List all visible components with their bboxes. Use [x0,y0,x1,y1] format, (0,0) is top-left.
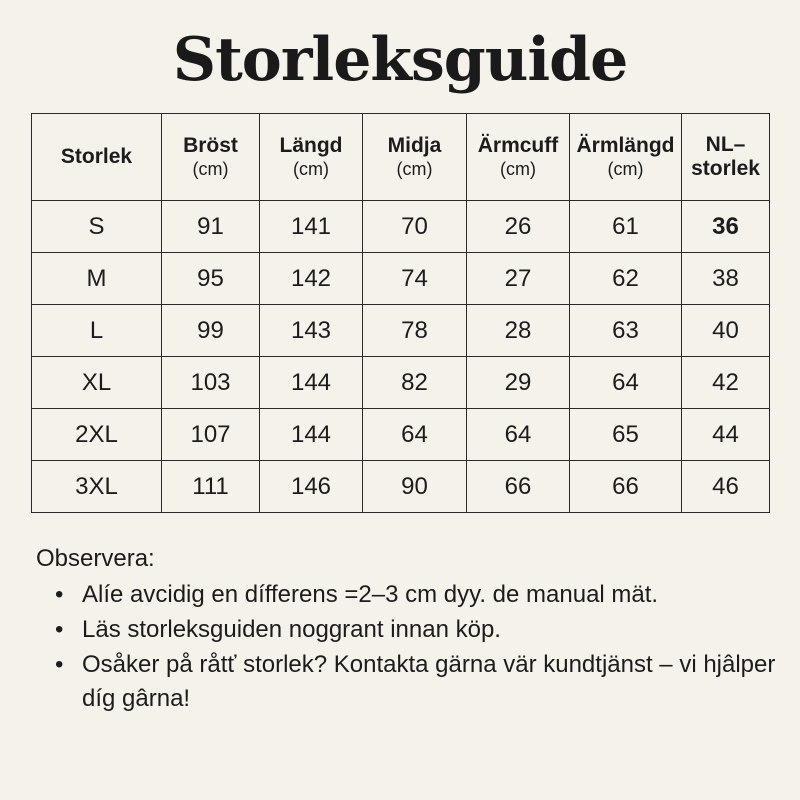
table-cell: 28 [467,305,570,357]
table-cell: 91 [162,201,260,253]
table-cell-size: XL [32,357,162,409]
header-cell-armcuff [467,114,570,201]
header-cell-storlek [32,114,162,201]
header-label: Bröst [183,134,238,157]
page-title: Storleksguide [172,25,628,95]
table-row [32,305,770,357]
note-text: Läs storleksguiden noggrant innan köp. [82,616,501,643]
table-cell: 63 [570,305,682,357]
table-cell: 29 [467,357,570,409]
bullet-icon: • [55,581,64,608]
table-cell: 62 [570,253,682,305]
header-label: storlek [691,157,760,180]
table-cell: 38 [682,253,770,305]
table-cell: 107 [162,409,260,461]
bullet-icon: • [55,651,64,678]
notes-heading: Observera: [36,545,155,572]
table-cell: 42 [682,357,770,409]
notes-section [36,542,776,717]
header-cell-nl-storlek [682,114,770,201]
table-cell: 44 [682,409,770,461]
size-table [31,113,770,513]
table-cell: 95 [162,253,260,305]
header-unit: (cm) [500,159,536,179]
table-cell: 144 [260,409,363,461]
table-cell: 46 [682,461,770,513]
list-item [36,648,776,716]
table-cell-size: 3XL [32,461,162,513]
table-cell: 74 [363,253,467,305]
table-row [32,201,770,253]
header-unit: (cm) [396,159,433,179]
header-cell-midja [363,114,467,201]
table-cell-nl-size-highlighted: 36 [682,201,770,253]
table-cell: 66 [467,461,570,513]
notes-list [36,578,776,716]
table-row [32,357,770,409]
header-cell-langd [260,114,363,201]
table-cell: 111 [162,461,260,513]
table-cell: 40 [682,305,770,357]
size-table-header [32,114,770,201]
table-cell: 26 [467,201,570,253]
table-cell: 82 [363,357,467,409]
bullet-icon: • [55,616,64,643]
table-cell: 141 [260,201,363,253]
header-label: Längd [279,134,343,157]
table-cell: 144 [260,357,363,409]
header-cell-armlangd [570,114,682,201]
table-cell: 64 [467,409,570,461]
header-label: Ärmlängd [576,134,675,157]
note-text: Osåker på råtť storlek? Kontakta gärna vär kundtjänst – vi hjâlper díg gârna! [82,651,776,712]
table-cell-size: 2XL [32,409,162,461]
table-cell: 78 [363,305,467,357]
header-unit: (cm) [293,159,329,179]
table-row [32,409,770,461]
header-unit: (cm) [192,159,229,179]
table-cell-size: L [32,305,162,357]
table-cell: 64 [363,409,467,461]
table-cell: 66 [570,461,682,513]
table-row [32,253,770,305]
table-cell: 143 [260,305,363,357]
header-label: NL– [705,133,746,156]
table-cell: 146 [260,461,363,513]
header-row [32,114,770,201]
size-table-body [32,201,770,513]
table-cell: 27 [467,253,570,305]
header-label: Ärmcuff [477,134,559,157]
table-cell-size: M [32,253,162,305]
table-cell: 61 [570,201,682,253]
table-cell: 70 [363,201,467,253]
header-label: Midja [387,134,442,157]
table-row [32,461,770,513]
table-cell: 103 [162,357,260,409]
list-item [36,578,776,612]
table-cell: 142 [260,253,363,305]
header-unit: (cm) [607,159,644,179]
list-item [36,613,776,647]
table-cell: 99 [162,305,260,357]
table-cell: 90 [363,461,467,513]
table-cell: 64 [570,357,682,409]
header-label: Storlek [60,145,133,168]
table-cell-size: S [32,201,162,253]
note-text: Alíe avcidig en dífferens =2–3 cm dyy. de manual mät. [82,581,659,608]
table-cell: 65 [570,409,682,461]
header-cell-brost [162,114,260,201]
